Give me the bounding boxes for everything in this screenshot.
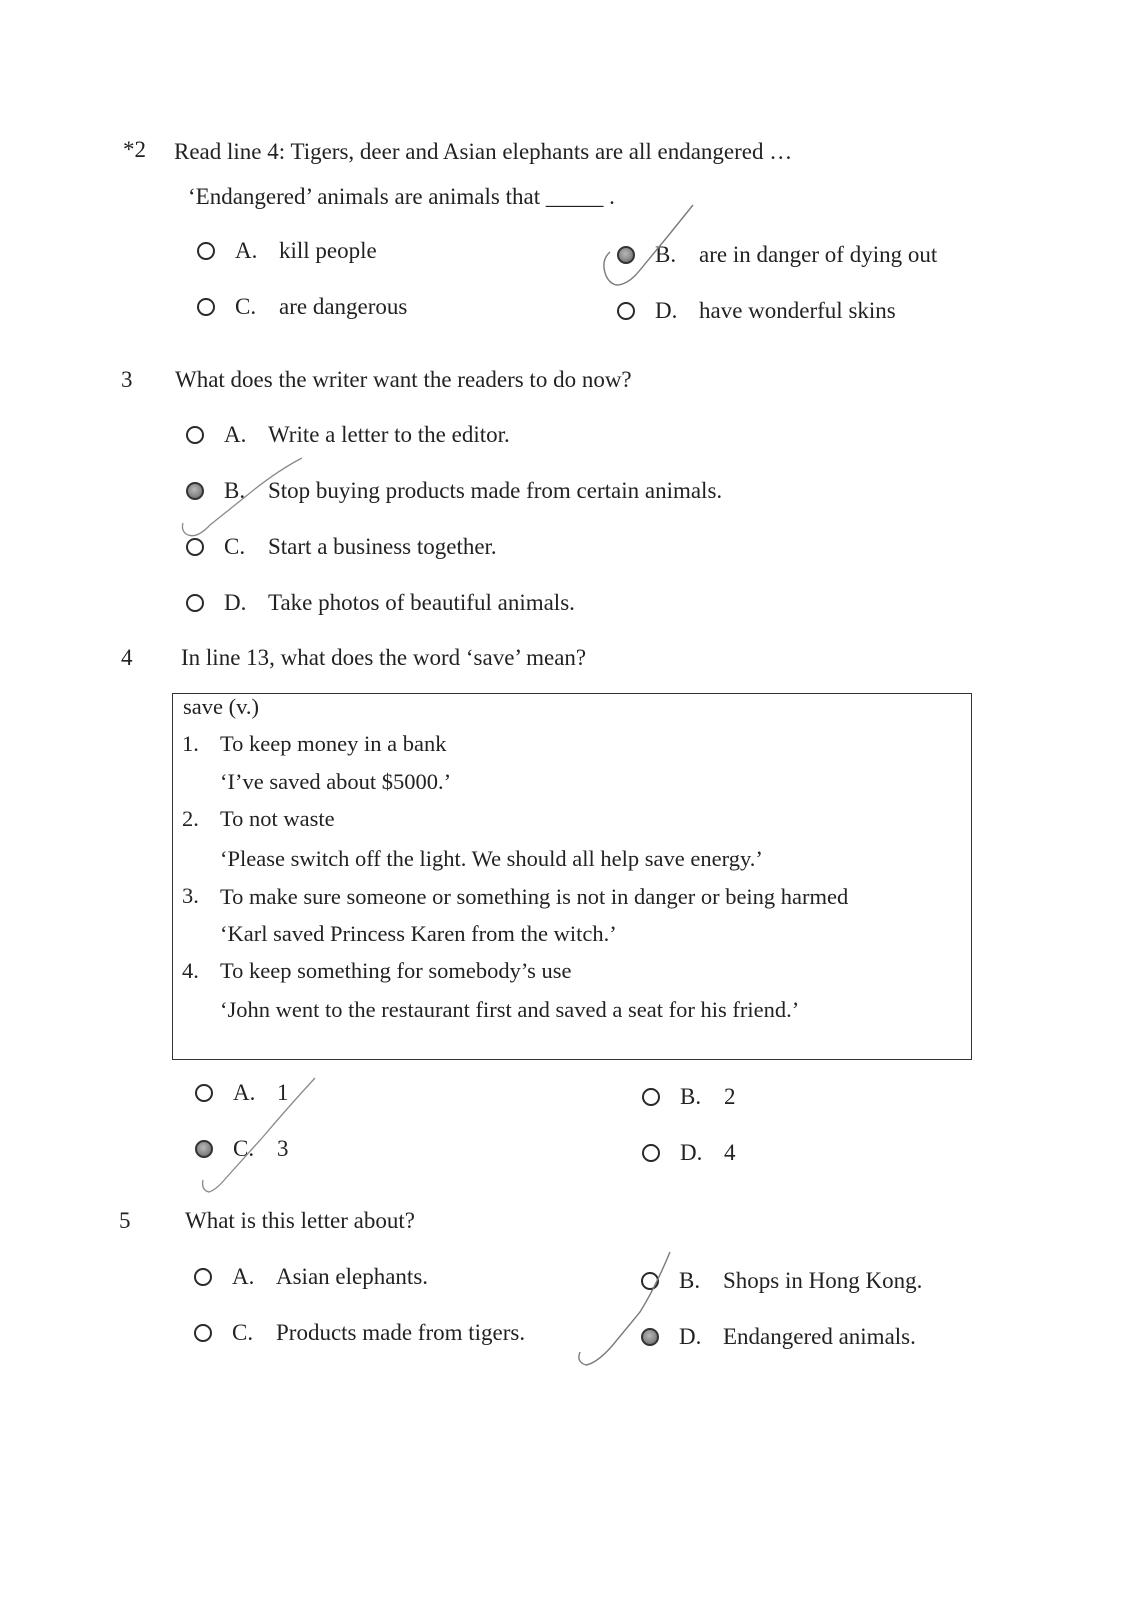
option-text: have wonderful skins [699, 298, 896, 323]
option-text: Write a letter to the editor. [268, 422, 510, 447]
option-text: 3 [277, 1136, 289, 1161]
sense-number: 1. [182, 731, 199, 756]
option-a[interactable] [194, 1264, 428, 1290]
option-letter: C. [224, 534, 246, 559]
radio-bubble[interactable] [186, 426, 204, 444]
option-b[interactable] [641, 1268, 922, 1294]
option-letter: A. [232, 1264, 255, 1289]
sense-example: ‘Please switch off the light. We should all help save energy.’ [220, 846, 763, 871]
option-letter: C. [232, 1320, 254, 1345]
radio-bubble[interactable] [197, 298, 215, 316]
option-d[interactable] [186, 590, 575, 616]
radio-bubble-selected[interactable] [617, 246, 635, 264]
option-letter: B. [679, 1268, 701, 1293]
question-number: 3 [121, 367, 133, 392]
sense-example: ‘I’ve saved about $5000.’ [220, 769, 452, 794]
sense-example: ‘John went to the restaurant first and saved a seat for his friend.’ [220, 997, 800, 1022]
option-d[interactable] [641, 1324, 916, 1350]
option-letter: A. [235, 238, 258, 263]
option-text: Shops in Hong Kong. [723, 1268, 923, 1293]
definition-headword: save (v.) [183, 694, 260, 719]
option-text: 1 [277, 1080, 289, 1105]
question-stem: ‘Endangered’ animals are animals that _____ . [188, 184, 615, 209]
question-number: 4 [121, 645, 133, 670]
sense-meaning: To not waste [220, 806, 335, 831]
question-prompt: What is this letter about? [185, 1208, 415, 1233]
radio-bubble[interactable] [186, 538, 204, 556]
sense-example: ‘Karl saved Princess Karen from the witch.’ [220, 921, 617, 946]
radio-bubble-selected[interactable] [186, 482, 204, 500]
option-letter: D. [679, 1324, 702, 1349]
sense-number: 2. [182, 806, 199, 831]
option-d[interactable] [642, 1140, 736, 1166]
option-letter: B. [680, 1084, 702, 1109]
sense-number: 3. [182, 883, 199, 908]
question-prompt: What does the writer want the readers to do now? [175, 367, 632, 392]
option-c[interactable] [195, 1136, 289, 1162]
dictionary-definition-box [172, 693, 972, 1060]
option-text: Endangered animals. [723, 1324, 916, 1349]
option-text: are in danger of dying out [699, 242, 938, 267]
option-text: Stop buying products made from certain animals. [268, 478, 723, 503]
question-prompt: Read line 4: Tigers, deer and Asian elephants are all endangered … [174, 139, 793, 164]
option-text: 4 [724, 1140, 736, 1165]
option-text: 2 [724, 1084, 736, 1109]
radio-bubble[interactable] [642, 1144, 660, 1162]
option-a[interactable] [186, 422, 510, 448]
option-text: Asian elephants. [276, 1264, 429, 1289]
radio-bubble[interactable] [194, 1324, 212, 1342]
option-text: kill people [279, 238, 377, 263]
option-letter: B. [655, 242, 677, 267]
option-a[interactable] [197, 238, 377, 264]
option-letter: D. [655, 298, 678, 323]
sense-meaning: To keep something for somebody’s use [220, 958, 572, 983]
option-b[interactable] [617, 242, 937, 268]
option-letter: A. [224, 422, 247, 447]
option-b[interactable] [642, 1084, 736, 1110]
question-prompt: In line 13, what does the word ‘save’ mean? [181, 645, 587, 670]
option-text: are dangerous [279, 294, 408, 319]
option-letter: C. [233, 1136, 255, 1161]
option-d[interactable] [617, 298, 896, 324]
sense-meaning: To make sure someone or something is not in danger or being harmed [220, 884, 849, 909]
question-number: *2 [123, 137, 146, 162]
option-letter: D. [680, 1140, 703, 1165]
sense-meaning: To keep money in a bank [220, 731, 447, 756]
radio-bubble[interactable] [197, 242, 215, 260]
radio-bubble[interactable] [642, 1088, 660, 1106]
option-c[interactable] [194, 1320, 525, 1346]
radio-bubble[interactable] [186, 594, 204, 612]
radio-bubble[interactable] [195, 1084, 213, 1102]
option-c[interactable] [186, 534, 497, 560]
option-b[interactable] [186, 478, 722, 504]
option-letter: B. [224, 478, 246, 503]
option-text: Take photos of beautiful animals. [268, 590, 575, 615]
option-a[interactable] [195, 1080, 289, 1106]
option-c[interactable] [197, 294, 407, 320]
option-text: Products made from tigers. [276, 1320, 526, 1345]
radio-bubble-selected[interactable] [195, 1140, 213, 1158]
option-text: Start a business together. [268, 534, 497, 559]
radio-bubble[interactable] [617, 302, 635, 320]
radio-bubble-selected[interactable] [641, 1328, 659, 1346]
sense-number: 4. [182, 958, 199, 983]
radio-bubble[interactable] [641, 1272, 659, 1290]
question-number: 5 [119, 1208, 131, 1233]
option-letter: C. [235, 294, 257, 319]
option-letter: A. [233, 1080, 256, 1105]
option-letter: D. [224, 590, 247, 615]
radio-bubble[interactable] [194, 1268, 212, 1286]
